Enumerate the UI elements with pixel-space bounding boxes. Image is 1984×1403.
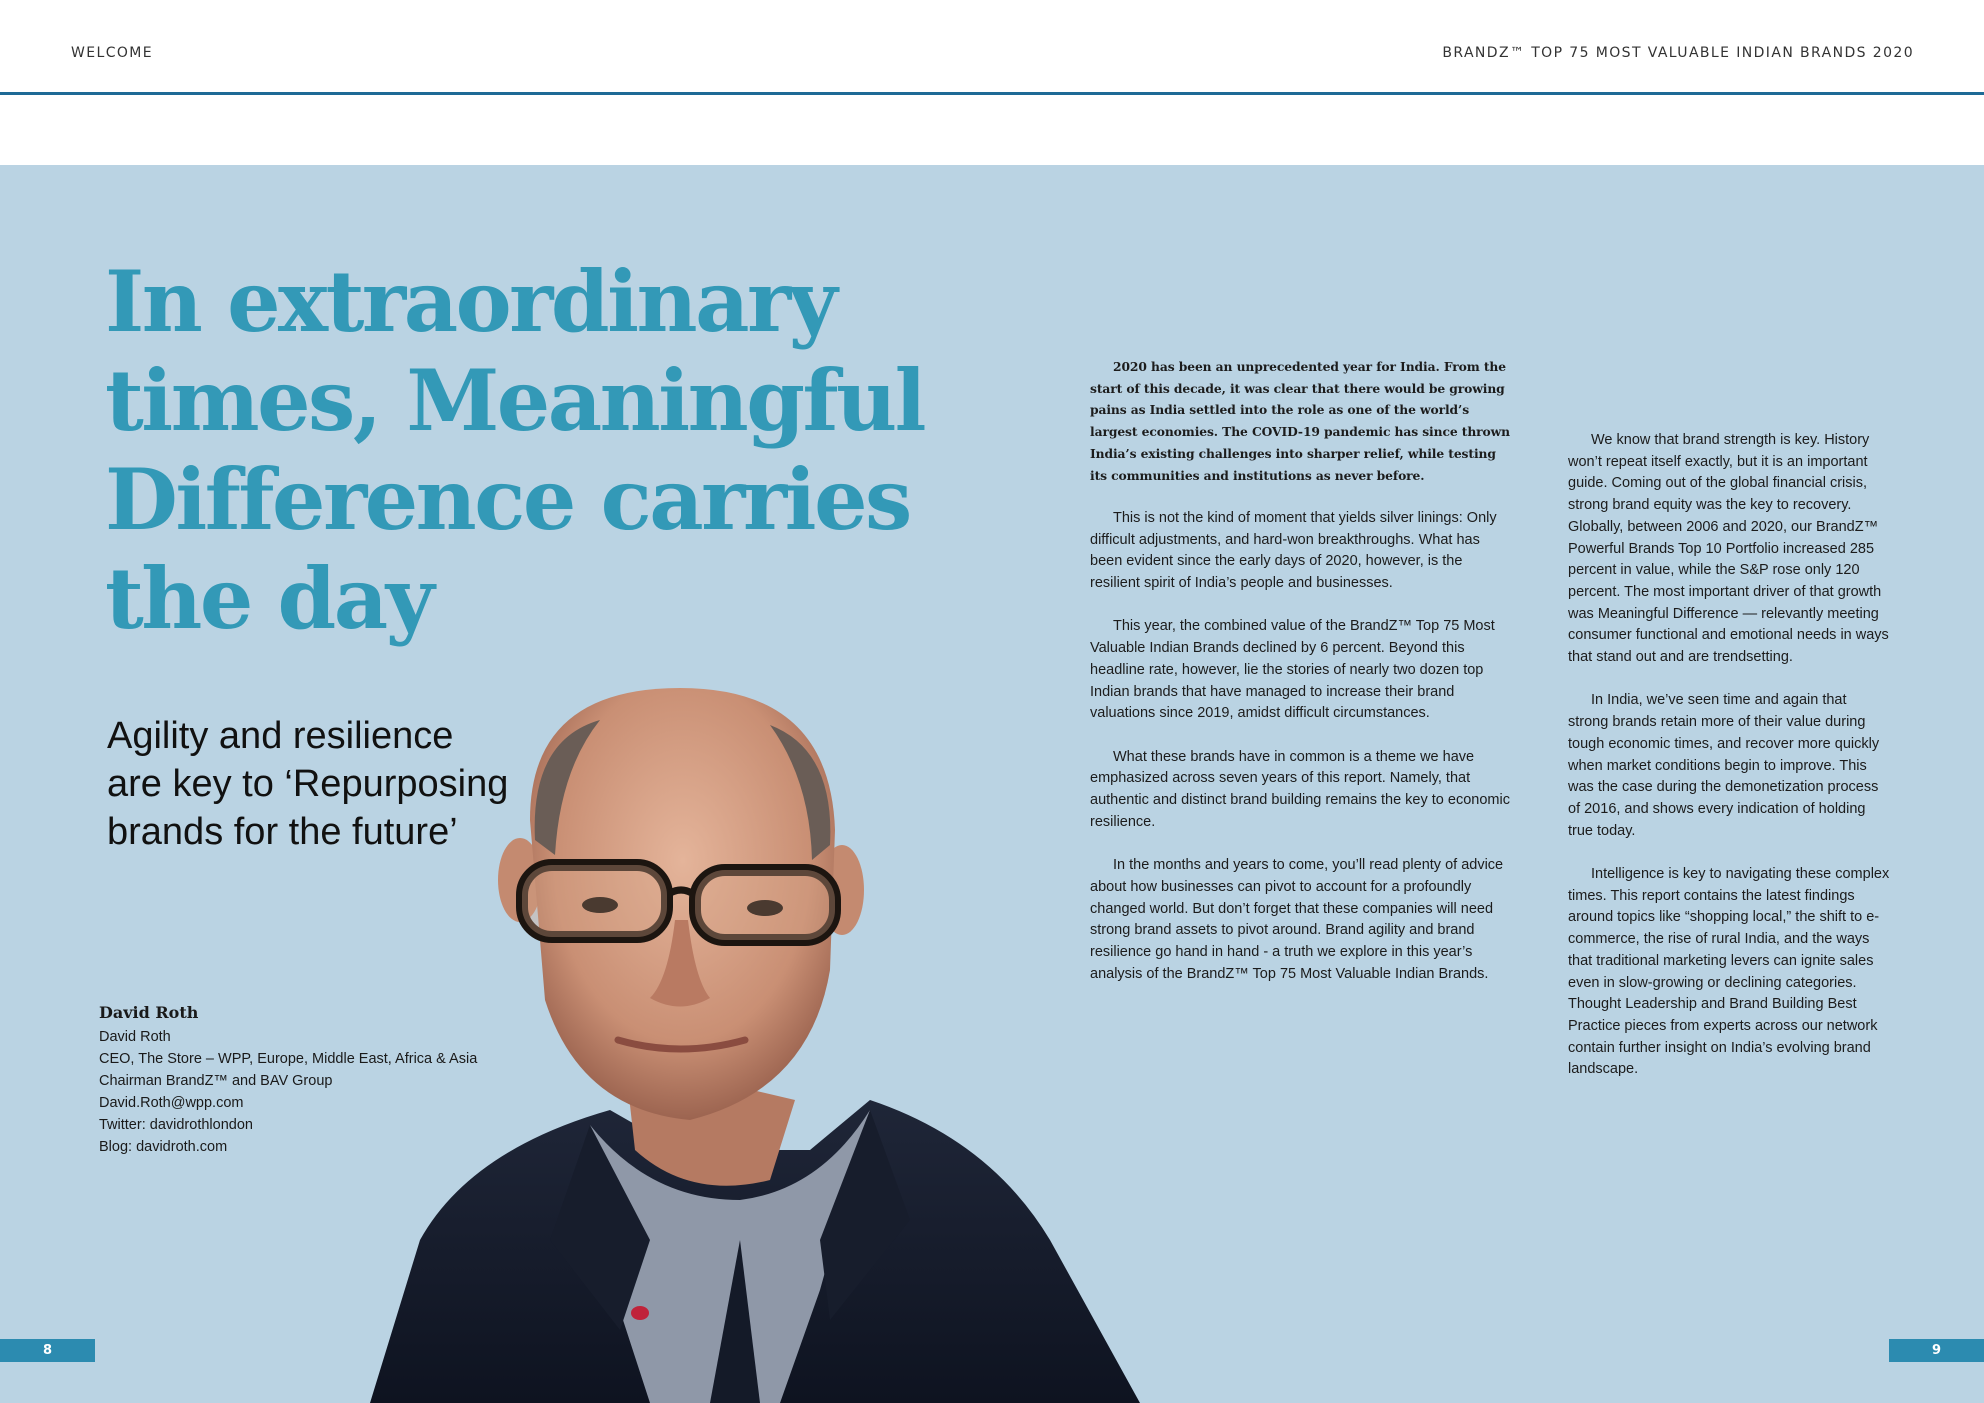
header-rule: [0, 92, 1984, 95]
body-paragraph: We know that brand strength is key. History won’t repeat itself exactly, but it is an important guide. Coming out of the global financial crisis, strong brand equity was the key to recovery. Globally, between 2006 and 2020, our BrandZ™ Powerful Brands Top 10 Portfolio increased 285 percent in value, while the S&P rose only 120 percent. The most important driver of that growth was Meaningful Difference — relevantly meeting consumer functional and emotional needs in ways that stand out and are trendsetting.: [1568, 432, 1889, 666]
subhead-line: brands for the future’: [107, 811, 458, 853]
body-paragraph: In the months and years to come, you’ll read plenty of advice about how businesses can pivot to account for a profoundly changed world. But don’t forget that these companies will need strong brand assets to pivot around. Brand agility and brand resilience go hand in hand - a truth we explore in this year’s analysis of the BrandZ™ Top 75 Most Valuable Indian Brands.: [1090, 857, 1504, 982]
body-column-2: [1568, 430, 1890, 1103]
body-paragraph: In India, we’ve seen time and again that strong brands retain more of their value during tough economic times, and recover more quickly when market conditions begin to improve. This was the case during the demonetization process of 2016, and shows every indication of holding true today.: [1568, 692, 1880, 839]
page-number-left: 8: [0, 1339, 95, 1362]
publication-title: BRANDZ™ TOP 75 MOST VALUABLE INDIAN BRANDS 2020: [1442, 45, 1914, 61]
author-title: CEO, The Store – WPP, Europe, Middle East, Africa & Asia: [99, 1051, 478, 1067]
page-number-right: 9: [1889, 1339, 1984, 1362]
author-block: [99, 1002, 529, 1158]
subhead-line: Agility and resilience: [107, 715, 454, 757]
author-blog: Blog: davidroth.com: [99, 1139, 228, 1155]
body-paragraph: Intelligence is key to navigating these complex times. This report contains the latest findings around topics like “shopping local,” the shift to e-commerce, the rise of rural India, and the ways that traditional marketing levers can ignite sales even in slow-growing or declining categories. Thought Leadership and Brand Building Best Practice pieces from experts across our network contain further insight on India’s evolving brand landscape.: [1568, 866, 1890, 1078]
headline-line: Difference carries: [105, 450, 910, 549]
body-paragraph: This year, the combined value of the BrandZ™ Top 75 Most Valuable Indian Brands declined by 6 percent. Beyond this headline rate, however, lie the stories of nearly two dozen top Indian brands that have managed to increase their brand valuations since 2019, amidst difficult circumstances.: [1090, 618, 1495, 722]
headline: [105, 252, 1005, 648]
body-paragraph: What these brands have in common is a theme we have emphasized across seven years of this report. Namely, that authentic and distinct brand building remains the key to economic resilience.: [1090, 748, 1510, 830]
author-title: Chairman BrandZ™ and BAV Group: [99, 1073, 333, 1089]
section-label: WELCOME: [71, 45, 154, 61]
body-paragraph: This is not the kind of moment that yields silver linings: Only difficult adjustments, and hard-won breakthroughs. What has been evident since the early days of 2020, however, is the resilient spirit of India’s people and businesses.: [1090, 509, 1497, 592]
body-column-1: [1090, 356, 1515, 1007]
subheading: [107, 712, 567, 856]
lead-paragraph: 2020 has been an unprecedented year for India. From the start of this decade, it was clear that there would be growing pains as India settled into the role as one of the world’s largest economies. The COVID-19 pandemic has since thrown India’s existing challenges into sharper relief, while testing its communities and institutions as never before.: [1090, 359, 1510, 483]
author-email: David.Roth@wpp.com: [99, 1095, 244, 1111]
author-name: David Roth: [99, 1003, 199, 1022]
author-twitter: Twitter: davidrothlondon: [99, 1117, 253, 1133]
headline-line: In extraordinary: [105, 252, 836, 351]
headline-line: the day: [105, 549, 433, 648]
headline-line: times, Meaningful: [105, 351, 925, 450]
author-detail: David Roth: [99, 1029, 171, 1045]
subhead-line: are key to ‘Repurposing: [107, 763, 509, 805]
